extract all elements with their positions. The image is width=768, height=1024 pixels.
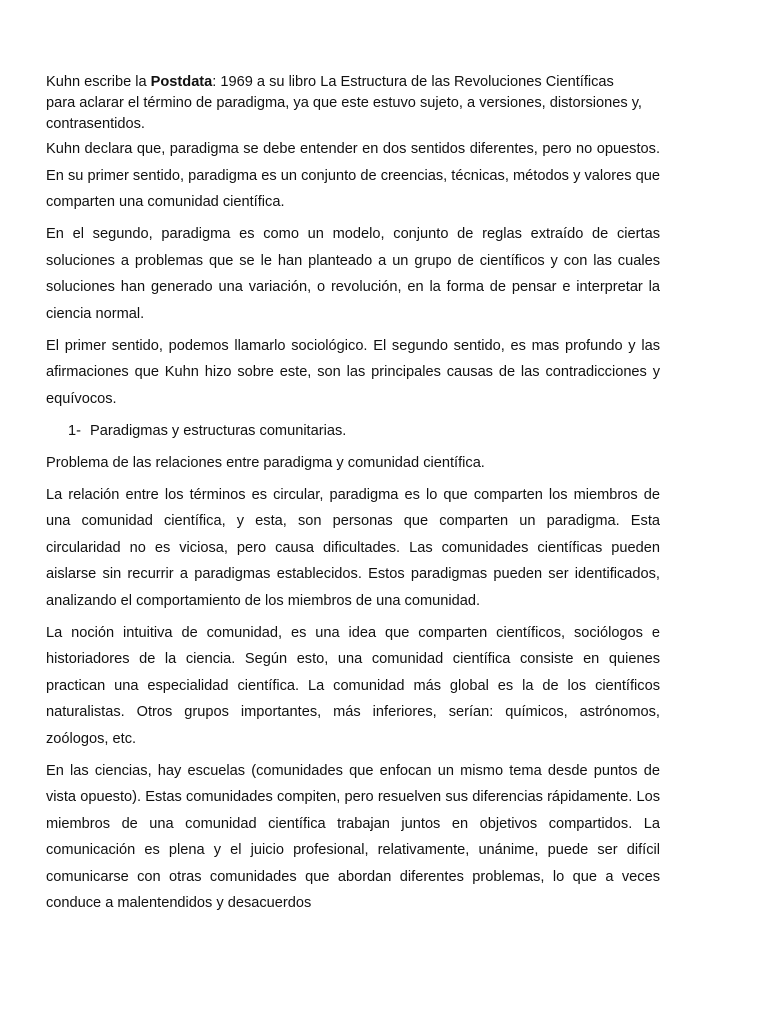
paragraph-circular-relation: La relación entre los términos es circular, paradigma es lo que comparten los miembros de una comunidad científica, y esta, son personas que comparten un paradigma. Esta circularidad no es viciosa, pero causa dificultades. Las comunidades científicas pueden aislarse sin recurrir a paradigmas establecidos. Estos paradigmas pueden ser identificados, analizando el comportamiento de los miembros de una comunidad. (46, 486, 660, 609)
intro-suffix: : 1969 a su libro La Estructura de las Revoluciones Científicas (212, 74, 614, 90)
paragraph-problem: Problema de las relaciones entre paradigma y comunidad científica. (46, 454, 485, 471)
intro-line-3: contrasentidos. (46, 116, 145, 132)
intro-paragraph (46, 72, 660, 135)
paragraph-two-senses: Kuhn declara que, paradigma se debe entender en dos sentidos diferentes, pero no opuestos. En su primer sentido, paradigma es un conjunto de creencias, técnicas, métodos y valores que comparten una comunidad científica. (46, 141, 660, 210)
paragraph-schools: En las ciencias, hay escuelas (comunidades que enfocan un mismo tema desde puntos de vista opuesto). Estas comunidades compiten, pero resuelven sus diferencias rápidamente. Los miembros de una comunidad científica trabajan juntos en objetivos compartidos. La comunicación es plena y el juicio profesional, relativamente, unánime, puede ser difícil comunicarse con otras comunidades que abordan diferentes problemas, lo que a veces conduce a malentendidos y desacuerdos (46, 762, 660, 911)
paragraph-second-sense: En el segundo, paradigma es como un modelo, conjunto de reglas extraído de ciertas soluciones a problemas que se le han planteado a un grupo de científicos y con las cuales soluciones han generado una variación, o revolución, en la forma de pensar e interpretar la ciencia normal. (46, 226, 660, 322)
list-item-heading (46, 418, 660, 445)
document-page (46, 72, 660, 922)
list-item-number: 1- (68, 422, 81, 439)
intro-bold-postdata: Postdata (150, 74, 213, 90)
paragraph-intuitive-notion: La noción intuitiva de comunidad, es una idea que comparten científicos, sociólogos e historiadores de la ciencia. Según esto, una comunidad científica consiste en quienes practican una especialidad científica. La comunidad más global es la de los científicos naturalistas. Otros grupos importantes, más inferiores, serían: químicos, astrónomos, zoólogos, etc. (46, 624, 660, 747)
paragraph-sociological: El primer sentido, podemos llamarlo sociológico. El segundo sentido, es mas profundo y las afirmaciones que Kuhn hizo sobre este, son las principales causas de las contradicciones y equívocos. (46, 337, 660, 407)
intro-prefix: Kuhn escribe la (46, 74, 151, 90)
list-item-text: Paradigmas y estructuras comunitarias. (90, 422, 347, 439)
intro-line-2: para aclarar el término de paradigma, ya que este estuvo sujeto, a versiones, distorsiones y, (46, 95, 642, 111)
